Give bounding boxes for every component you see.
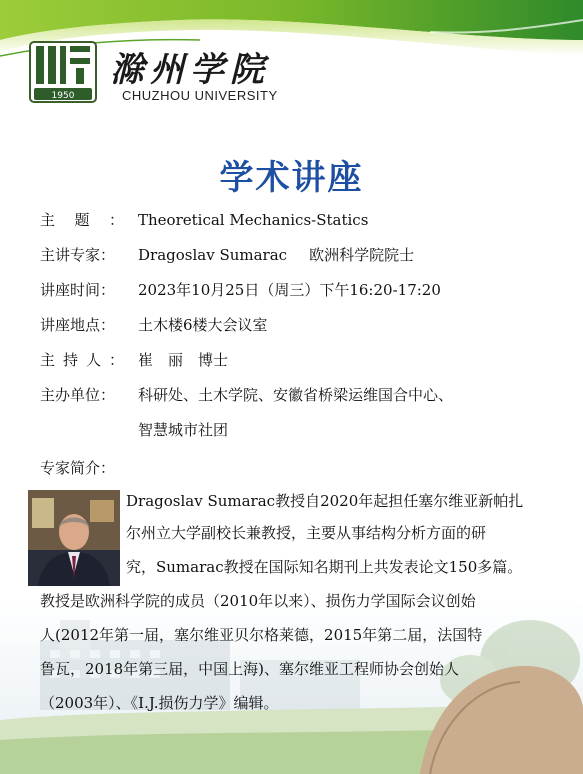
place-label: 讲座地点： xyxy=(40,316,116,334)
university-name-cn: 滁州学院 xyxy=(110,50,270,90)
bio-line-4: 教授是欧洲科学院的成员（2010年以来）、损伤力学国际会议创始 xyxy=(40,592,476,610)
organizer-label: 主办单位： xyxy=(40,386,116,404)
speaker-photo xyxy=(28,490,120,586)
bio-line-7: （2003年）、《I.J.损伤力学》编辑。 xyxy=(40,694,279,712)
topic-value: Theoretical Mechanics-Statics xyxy=(138,211,369,229)
organizer-value-line1: 科研处、土木学院、安徽省桥梁运维国合中心、 xyxy=(138,386,454,404)
speaker-name: Dragoslav Sumarac xyxy=(138,246,288,264)
organizer-row-2 xyxy=(40,418,560,453)
seal-year: 1950 xyxy=(51,91,75,101)
time-row xyxy=(40,278,560,313)
university-seal-icon xyxy=(28,40,98,104)
organizer-row xyxy=(40,383,560,418)
bio-line-5: 人(2012年第一届，塞尔维亚贝尔格莱德，2015年第二届，法国特 xyxy=(40,626,483,644)
time-value: 2023年10月25日（周三）下午16:20-17:20 xyxy=(138,281,441,299)
place-row xyxy=(40,313,560,348)
speaker-title: 欧洲科学院院士 xyxy=(309,246,415,264)
bio-line-1: Dragoslav Sumarac教授自2020年起担任塞尔维亚新帕扎 xyxy=(126,492,524,510)
place-value: 土木楼6楼大会议室 xyxy=(138,316,268,334)
speaker-row xyxy=(40,243,560,278)
topic-label: 主 题 ： xyxy=(40,211,124,229)
page-title: 学术讲座 xyxy=(219,158,364,198)
topic-row xyxy=(40,208,560,243)
lecture-info xyxy=(40,208,560,453)
bio-label: 专家简介： xyxy=(40,459,116,477)
speaker-label: 主讲专家： xyxy=(40,246,116,264)
speaker-value xyxy=(138,243,414,267)
bio-line-3: 究，Sumarac教授在国际知名期刊上共发表论文150多篇。 xyxy=(126,558,523,576)
time-label: 讲座时间： xyxy=(40,281,116,299)
bio-line-2: 尔州立大学副校长兼教授，主要从事结构分析方面的研 xyxy=(126,524,487,542)
organizer-value-line2: 智慧城市社团 xyxy=(138,421,229,439)
bio-line-6: 鲁瓦，2018年第三届，中国上海)、塞尔维亚工程师协会创始人 xyxy=(40,660,460,678)
host-label: 主 持 人 ： xyxy=(40,351,124,369)
host-row xyxy=(40,348,560,383)
host-value: 崔 丽 博士 xyxy=(138,351,229,369)
university-name-en: CHUZHOU UNIVERSITY xyxy=(122,88,278,103)
